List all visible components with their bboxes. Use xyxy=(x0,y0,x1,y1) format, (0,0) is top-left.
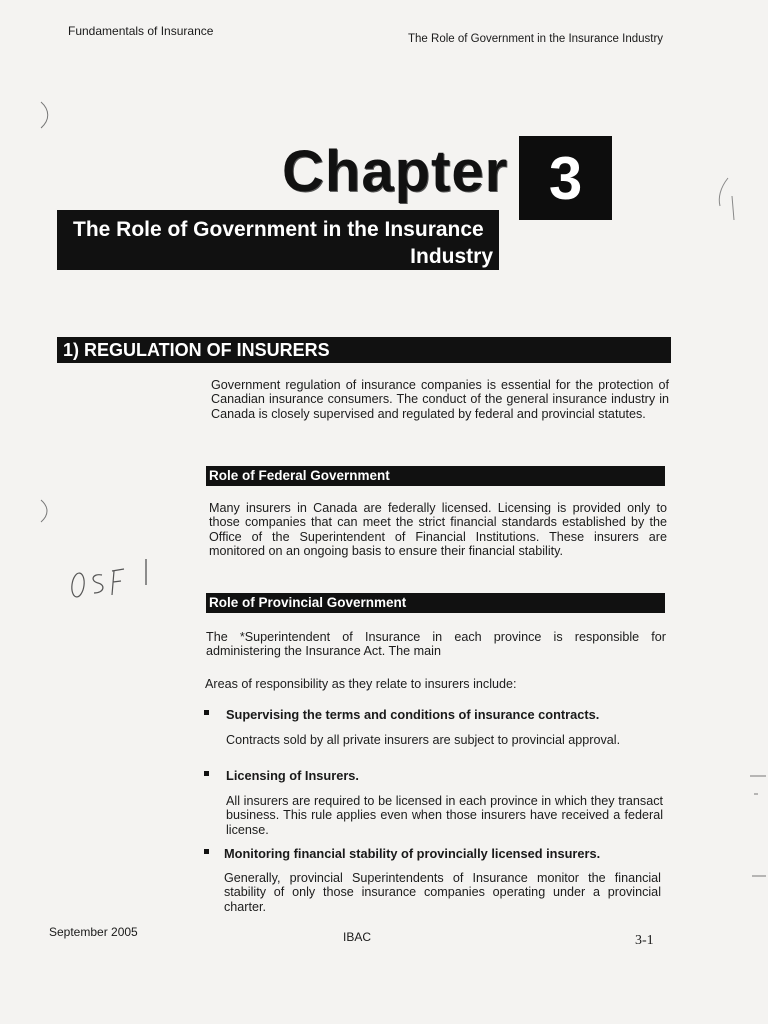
margin-mark xyxy=(710,176,740,222)
bullet-marker xyxy=(204,849,209,854)
bullet-1-title: Supervising the terms and conditions of insurance contracts. xyxy=(226,707,600,722)
chapter-word: Chapter xyxy=(282,139,509,204)
chapter-number-box xyxy=(519,136,612,220)
provincial-heading: Role of Provincial Government xyxy=(206,593,665,613)
margin-mark xyxy=(748,770,768,810)
bullet-1-body: Contracts sold by all private insurers are subject to provincial approval. xyxy=(226,733,621,747)
bullet-2-title: Licensing of Insurers. xyxy=(226,768,359,783)
bullet-marker xyxy=(204,710,209,715)
provincial-paragraph: The *Superintendent of Insurance in each province is responsible for administering the Insurance Act. The main xyxy=(206,630,666,659)
federal-heading: Role of Federal Government xyxy=(206,466,665,486)
intro-paragraph: Government regulation of insurance companies is essential for the protection of Canadian insurance consumers. The conduct of the general insurance industry in Canada is closely supervised and regulated by federal and provincial statutes. xyxy=(211,378,669,421)
footer-date: September 2005 xyxy=(49,925,138,939)
margin-mark xyxy=(38,498,52,524)
federal-paragraph: Many insurers in Canada are federally licensed. Licensing is provided only to those companies that can meet the strict financial standards established by the Office of the Superintendent of Financial Institutions. These insurers are monitored on an ongoing basis to ensure their financial stability. xyxy=(209,501,667,559)
footer-center: IBAC xyxy=(343,930,372,944)
chapter-title-line2: Industry xyxy=(410,245,493,268)
areas-intro: Areas of responsibility as they relate to insurers include: xyxy=(205,677,517,691)
bullet-marker xyxy=(204,771,209,776)
running-header-right: The Role of Government in the Insurance Industry xyxy=(408,33,664,45)
page-number: 3-1 xyxy=(635,933,654,948)
bullet-3-body: Generally, provincial Superintendents of Insurance monitor the financial stability of only those insurance companies operating under a provincial charter. xyxy=(224,871,661,914)
margin-mark xyxy=(750,870,768,882)
chapter-title-line1: The Role of Government in the Insurance xyxy=(73,218,484,241)
chapter-number: 3 xyxy=(548,144,583,212)
margin-mark xyxy=(38,100,52,130)
section-heading: 1) REGULATION OF INSURERS xyxy=(57,337,671,363)
bullet-2-body: All insurers are required to be licensed in each province in which they transact business. This rule applies even when those insurers have received a federal license. xyxy=(226,794,663,837)
running-header-left: Fundamentals of Insurance xyxy=(68,24,214,38)
handwritten-annotation xyxy=(66,555,156,605)
chapter-title-band xyxy=(57,210,499,270)
bullet-3-title: Monitoring financial stability of provincially licensed insurers. xyxy=(224,846,601,861)
